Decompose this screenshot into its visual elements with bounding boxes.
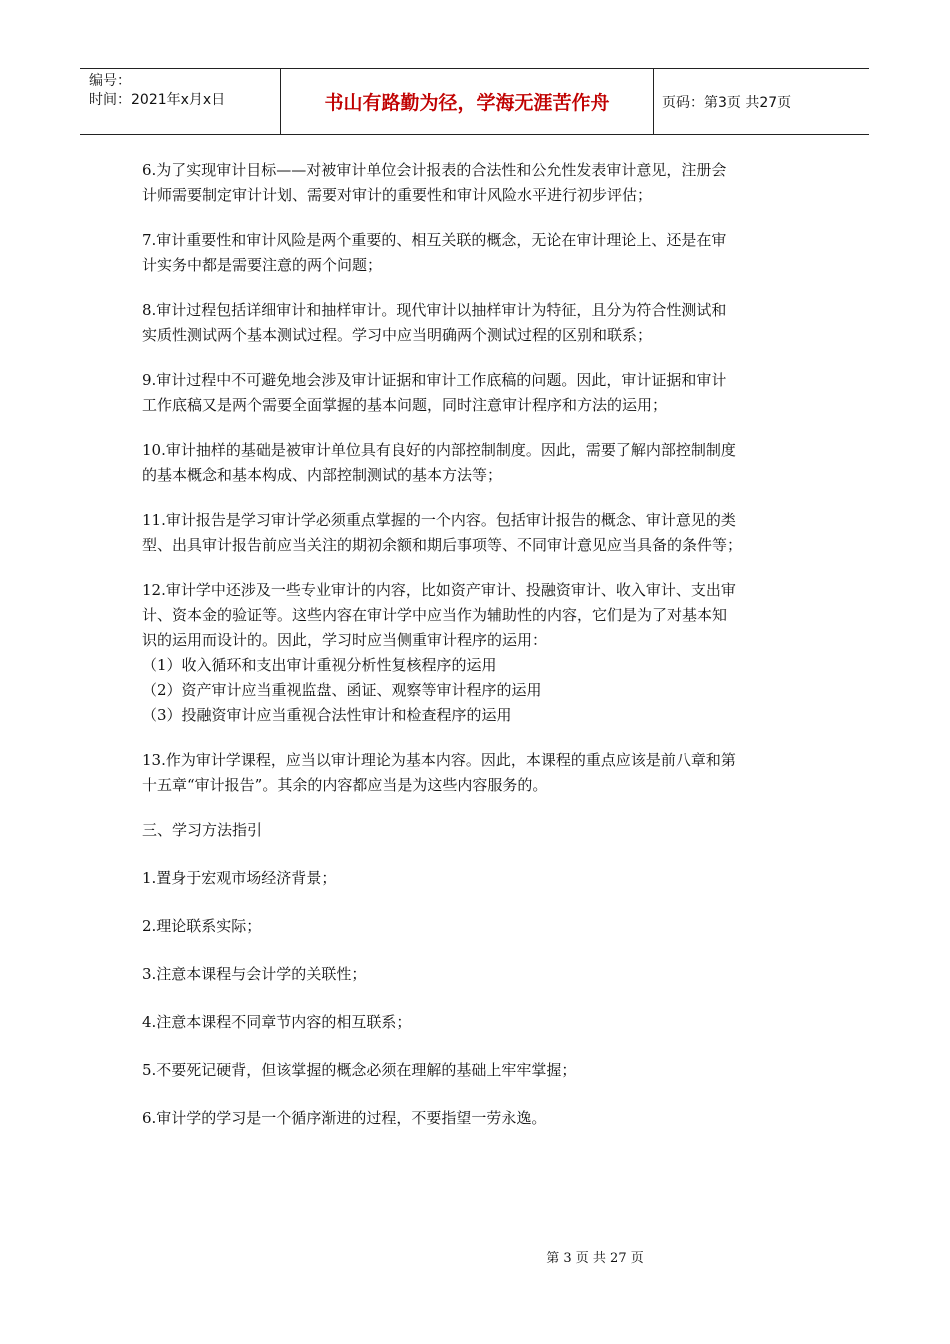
text-line: 型、出具审计报告前应当关注的期初余额和期后事项等、不同审计意见应当具备的条件等； [142, 536, 743, 554]
paragraph [142, 1058, 810, 1083]
text-line: 7.审计重要性和审计风险是两个重要的、相互关联的概念，无论在审计理论上、还是在审 [142, 231, 727, 249]
text-line: 5.不要死记硬背，但该掌握的概念必须在理解的基础上牢牢掌握； [142, 1061, 577, 1079]
text-line: 2.理论联系实际； [142, 917, 262, 935]
text-line: 1.置身于宏观市场经济背景； [142, 869, 337, 887]
header-page-info [654, 69, 869, 134]
header-motto: 书山有路勤为径，学海无涯苦作舟 [324, 92, 610, 114]
header-meta [80, 69, 281, 134]
text-line: 6.审计学的学习是一个循序渐进的过程，不要指望一劳永逸。 [142, 1109, 547, 1127]
text-line: 12.审计学中还涉及一些专业审计的内容，比如资产审计、投融资审计、收入审计、支出审 [142, 581, 736, 599]
text-line: 计师需要制定审计计划、需要对审计的重要性和审计风险水平进行初步评估； [142, 186, 653, 204]
paragraph [142, 914, 810, 939]
text-line: 4.注意本课程不同章节内容的相互联系； [142, 1013, 412, 1031]
text-line: 8.审计过程包括详细审计和抽样审计。现代审计以抽样审计为特征，且分为符合性测试和 [142, 301, 727, 319]
text-line: 计实务中都是需要注意的两个问题； [142, 256, 383, 274]
paragraph [142, 866, 810, 891]
text-line: 6.为了实现审计目标——对被审计单位会计报表的合法性和公允性发表审计意见，注册会 [142, 161, 727, 179]
page-header [80, 68, 869, 135]
paragraph [142, 748, 810, 798]
page-footer [0, 1247, 950, 1266]
paragraph [142, 1106, 810, 1131]
text-line: 实质性测试两个基本测试过程。学习中应当明确两个测试过程的区别和联系； [142, 326, 653, 344]
number-label: 编号： [89, 73, 131, 89]
paragraph [142, 962, 810, 987]
text-line: 11.审计报告是学习审计学必须重点掌握的一个内容。包括审计报告的概念、审计意见的类 [142, 511, 736, 529]
paragraph [142, 228, 810, 278]
paragraph [142, 1010, 810, 1035]
footer-page-number: 第 3 页 共 27 页 [546, 1251, 644, 1266]
text-line: 13.作为审计学课程，应当以审计理论为基本内容。因此，本课程的重点应该是前八章和第 [142, 751, 736, 769]
text-line: （2）资产审计应当重视监盘、函证、观察等审计程序的运用 [142, 681, 542, 699]
paragraph [142, 158, 810, 208]
page-info-label: 页码：第3页 共27页 [662, 94, 792, 111]
document-body [142, 158, 810, 1154]
time-label: 时间：2021年x月x日 [89, 92, 226, 108]
text-line: 工作底稿又是两个需要全面掌握的基本问题，同时注意审计程序和方法的运用； [142, 396, 668, 414]
text-line: （1）收入循环和支出审计重视分析性复核程序的运用 [142, 656, 497, 674]
text-line: 识的运用而设计的。因此，学习时应当侧重审计程序的运用： [142, 631, 548, 649]
paragraph [142, 368, 810, 418]
text-line: （3）投融资审计应当重视合法性审计和检查程序的运用 [142, 706, 512, 724]
header-motto-cell [281, 69, 654, 134]
text-line: 计、资本金的验证等。这些内容在审计学中应当作为辅助性的内容，它们是为了对基本知 [142, 606, 728, 624]
paragraph [142, 508, 810, 558]
paragraph [142, 438, 810, 488]
paragraph [142, 298, 810, 348]
text-line: 三、学习方法指引 [142, 821, 263, 839]
text-line: 9.审计过程中不可避免地会涉及审计证据和审计工作底稿的问题。因此，审计证据和审计 [142, 371, 727, 389]
text-line: 的基本概念和基本构成、内部控制测试的基本方法等； [142, 466, 503, 484]
paragraph [142, 578, 810, 728]
text-line: 10.审计抽样的基础是被审计单位具有良好的内部控制制度。因此，需要了解内部控制制度 [142, 441, 736, 459]
text-line: 3.注意本课程与会计学的关联性； [142, 965, 367, 983]
text-line: 十五章“审计报告”。其余的内容都应当是为这些内容服务的。 [142, 776, 548, 794]
paragraph [142, 818, 810, 843]
